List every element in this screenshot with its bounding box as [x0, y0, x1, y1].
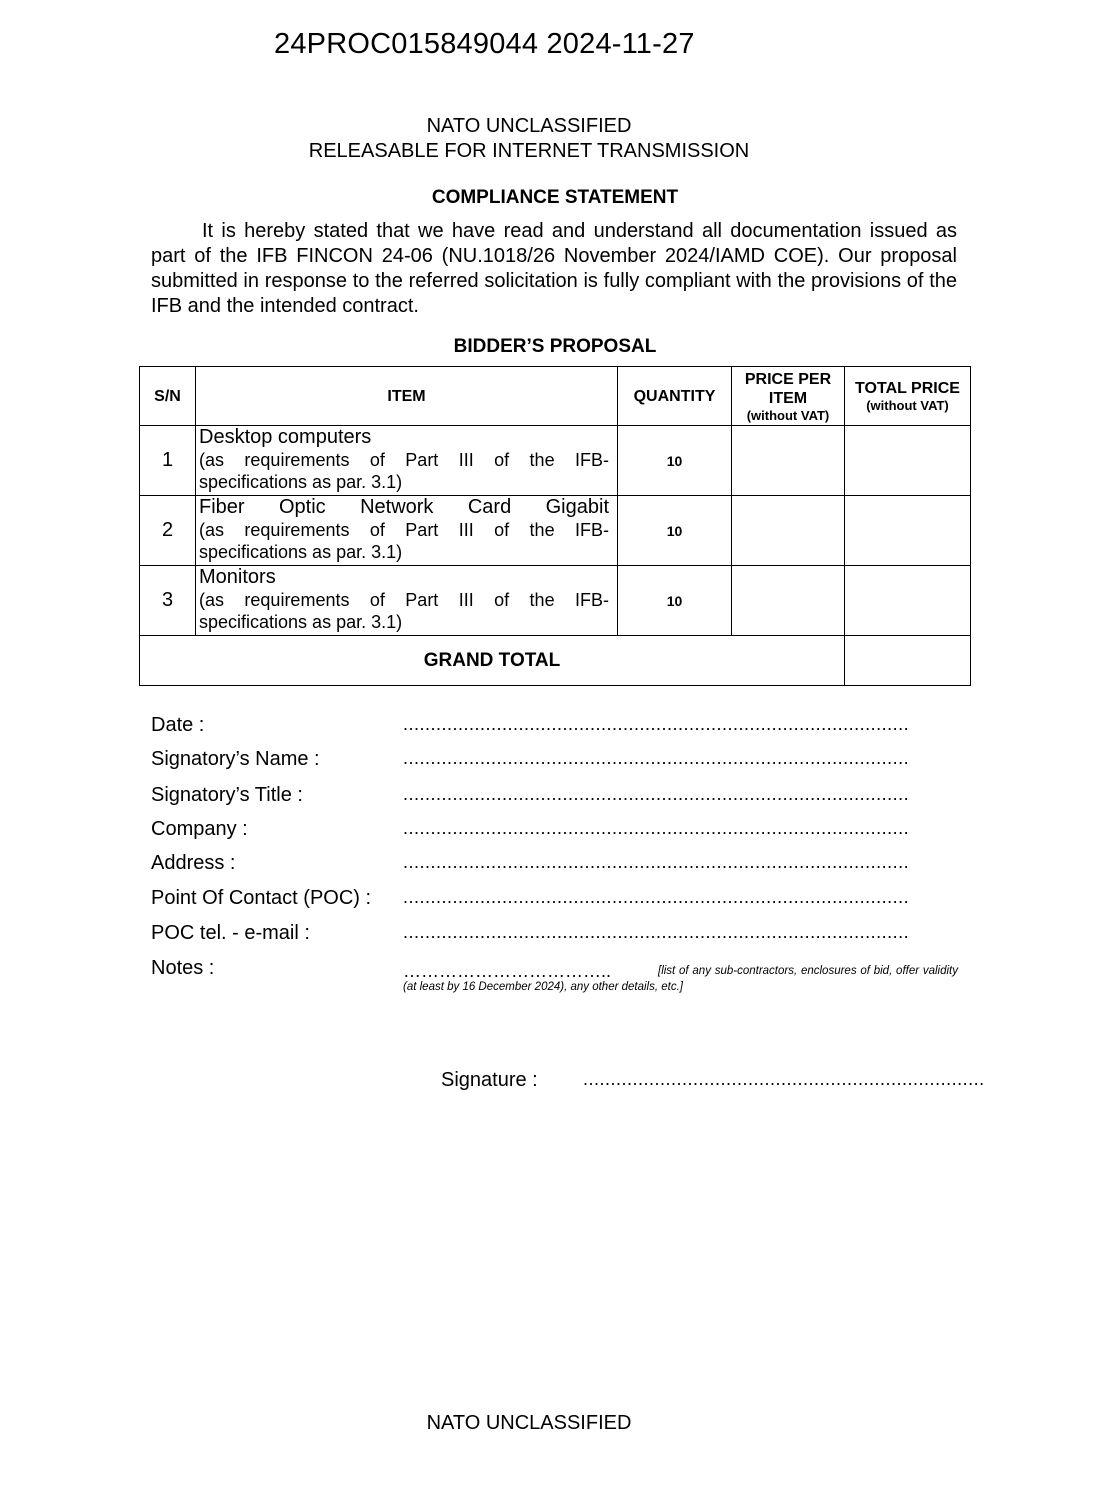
header-price-per-item-label: PRICE PER ITEM — [744, 370, 832, 407]
item-name: Desktop computers — [199, 426, 372, 448]
company-input-line[interactable]: ............................................................................................ — [403, 818, 910, 838]
poc-contact-label: POC tel. - e-mail : — [151, 922, 310, 944]
row-quantity: 10 — [618, 566, 732, 636]
row-sn: 2 — [140, 496, 196, 566]
row-quantity: 10 — [618, 496, 732, 566]
row-total-price-cell[interactable] — [845, 426, 971, 496]
poc-label: Point Of Contact (POC) : — [151, 887, 372, 909]
table-row — [140, 566, 971, 636]
item-requirement: (as requirements of Part III of the IFB- — [199, 450, 609, 470]
signatory-name-label: Signatory’s Name : — [151, 748, 320, 770]
header-total-price — [845, 367, 971, 426]
header-price-per-item — [732, 367, 845, 426]
grand-total-cell[interactable] — [845, 636, 971, 686]
header-sn: S/N — [140, 367, 196, 426]
classification-footer: NATO UNCLASSIFIED — [426, 1412, 632, 1434]
header-total-price-label: TOTAL PRICE — [855, 380, 960, 397]
notes-input-line[interactable]: …………………………….. — [403, 961, 612, 981]
proposal-title: BIDDER’S PROPOSAL — [453, 336, 657, 357]
table-header-row — [140, 367, 971, 426]
poc-input-line[interactable]: ............................................................................................ — [403, 887, 910, 907]
row-item — [196, 426, 618, 496]
header-item: ITEM — [196, 367, 618, 426]
row-item — [196, 496, 618, 566]
row-price-per-item-cell[interactable] — [732, 496, 845, 566]
date-input-line[interactable]: ............................................................................................ — [403, 714, 910, 734]
row-price-per-item-cell[interactable] — [732, 566, 845, 636]
header-total-price-note: (without VAT) — [866, 398, 949, 413]
row-quantity: 10 — [618, 426, 732, 496]
notes-hint: [list of any sub-contractors, enclosures of bid, offer validity (at least by 16 December 2024), any other details, etc.] — [403, 965, 958, 993]
bidders-proposal-table — [139, 366, 971, 686]
compliance-statement: It is hereby stated that we have read and understand all documentation issued as part of the IFB FINCON 24-06 (NU.1018/26 November 2024/IAMD COE). Our proposal submitted in response to the referred solicitation is fully compliant with the provisions of the IFB and the intended contract. — [151, 220, 957, 317]
header-price-per-item-note: (without VAT) — [746, 407, 830, 423]
row-total-price-cell[interactable] — [845, 496, 971, 566]
compliance-title: COMPLIANCE STATEMENT — [431, 187, 679, 208]
table-row — [140, 426, 971, 496]
company-label: Company : — [151, 818, 248, 840]
item-name: Monitors — [199, 566, 276, 588]
signatory-title-label: Signatory’s Title : — [151, 784, 303, 806]
classification-label: NATO UNCLASSIFIED — [426, 115, 632, 137]
row-item — [196, 566, 618, 636]
grand-total-label: GRAND TOTAL — [140, 636, 845, 686]
signatory-name-input-line[interactable]: ............................................................................................ — [403, 748, 910, 768]
address-label: Address : — [151, 852, 236, 874]
row-sn: 3 — [140, 566, 196, 636]
item-requirement: (as requirements of Part III of the IFB- — [199, 520, 609, 540]
poc-contact-input-line[interactable]: ............................................................................................ — [403, 922, 910, 942]
address-input-line[interactable]: ............................................................................................ — [403, 852, 910, 872]
item-spec: specifications as par. 3.1) — [199, 612, 403, 632]
item-spec: specifications as par. 3.1) — [199, 542, 403, 562]
header-quantity: QUANTITY — [618, 367, 732, 426]
table-row — [140, 496, 971, 566]
date-label: Date : — [151, 714, 205, 736]
notes-label: Notes : — [151, 957, 215, 979]
signature-input-line[interactable]: ......................................................................... — [583, 1069, 985, 1089]
release-label: RELEASABLE FOR INTERNET TRANSMISSION — [308, 140, 750, 162]
classification-header — [0, 114, 1058, 164]
signatory-title-input-line[interactable]: ............................................................................................ — [403, 784, 910, 804]
document-id: 24PROC015849044 2024-11-27 — [274, 28, 695, 60]
row-price-per-item-cell[interactable] — [732, 426, 845, 496]
item-name: Fiber Optic Network Card Gigabit — [199, 496, 609, 518]
signature-label: Signature : — [441, 1069, 538, 1091]
row-total-price-cell[interactable] — [845, 566, 971, 636]
item-spec: specifications as par. 3.1) — [199, 472, 403, 492]
item-requirement: (as requirements of Part III of the IFB- — [199, 590, 609, 610]
grand-total-row — [140, 636, 971, 686]
row-sn: 1 — [140, 426, 196, 496]
